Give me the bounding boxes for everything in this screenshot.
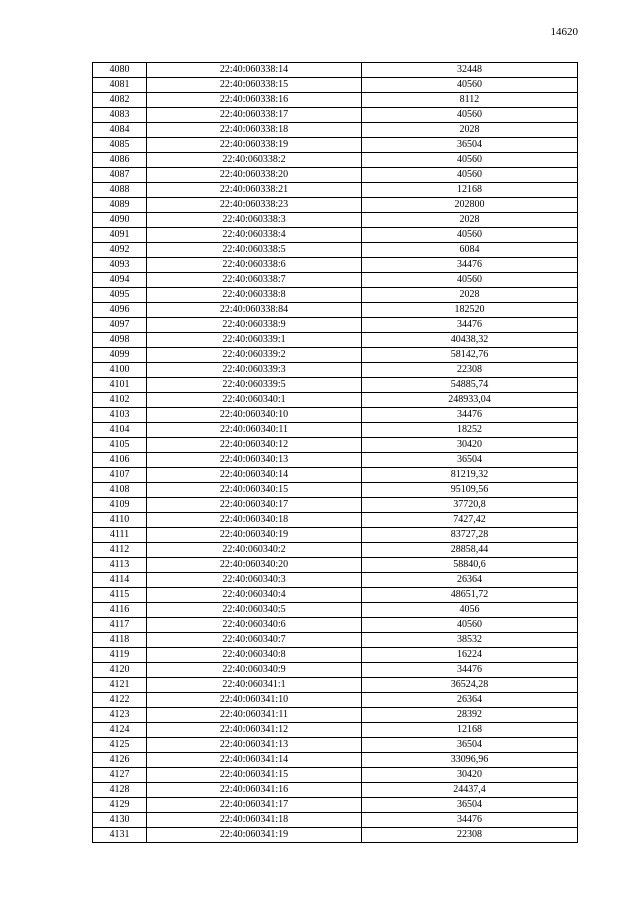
table-row xyxy=(93,678,578,693)
row-number-cell: 4104 xyxy=(93,423,147,438)
cadastral-number-cell: 22:40:060340:13 xyxy=(147,453,362,468)
cadastral-number-cell: 22:40:060340:12 xyxy=(147,438,362,453)
row-number-cell: 4081 xyxy=(93,78,147,93)
value-cell: 40560 xyxy=(362,153,578,168)
cadastral-number-cell: 22:40:060341:12 xyxy=(147,723,362,738)
row-number-cell: 4120 xyxy=(93,663,147,678)
row-number-cell: 4114 xyxy=(93,573,147,588)
row-number-cell: 4116 xyxy=(93,603,147,618)
cadastral-number-cell: 22:40:060341:17 xyxy=(147,798,362,813)
row-number-cell: 4103 xyxy=(93,408,147,423)
cadastral-number-cell: 22:40:060339:2 xyxy=(147,348,362,363)
value-cell: 40560 xyxy=(362,168,578,183)
row-number-cell: 4107 xyxy=(93,468,147,483)
cadastral-number-cell: 22:40:060340:14 xyxy=(147,468,362,483)
cadastral-number-cell: 22:40:060338:19 xyxy=(147,138,362,153)
table-row xyxy=(93,723,578,738)
row-number-cell: 4091 xyxy=(93,228,147,243)
row-number-cell: 4099 xyxy=(93,348,147,363)
row-number-cell: 4089 xyxy=(93,198,147,213)
row-number-cell: 4084 xyxy=(93,123,147,138)
table-row xyxy=(93,693,578,708)
cadastral-number-cell: 22:40:060340:6 xyxy=(147,618,362,633)
table-row xyxy=(93,588,578,603)
row-number-cell: 4122 xyxy=(93,693,147,708)
table-row xyxy=(93,543,578,558)
value-cell: 7427,42 xyxy=(362,513,578,528)
table-row xyxy=(93,423,578,438)
value-cell: 248933,04 xyxy=(362,393,578,408)
table-row xyxy=(93,138,578,153)
table-row xyxy=(93,708,578,723)
value-cell: 34476 xyxy=(362,318,578,333)
table-row xyxy=(93,243,578,258)
cadastral-number-cell: 22:40:060338:8 xyxy=(147,288,362,303)
row-number-cell: 4090 xyxy=(93,213,147,228)
row-number-cell: 4098 xyxy=(93,333,147,348)
table-row xyxy=(93,273,578,288)
row-number-cell: 4130 xyxy=(93,813,147,828)
table-row xyxy=(93,408,578,423)
cadastral-number-cell: 22:40:060340:10 xyxy=(147,408,362,423)
cadastral-number-cell: 22:40:060339:3 xyxy=(147,363,362,378)
table-row xyxy=(93,303,578,318)
table-row xyxy=(93,288,578,303)
value-cell: 48651,72 xyxy=(362,588,578,603)
table-row xyxy=(93,573,578,588)
row-number-cell: 4112 xyxy=(93,543,147,558)
row-number-cell: 4093 xyxy=(93,258,147,273)
row-number-cell: 4083 xyxy=(93,108,147,123)
value-cell: 32448 xyxy=(362,63,578,78)
row-number-cell: 4115 xyxy=(93,588,147,603)
value-cell: 36504 xyxy=(362,138,578,153)
cadastral-number-cell: 22:40:060338:17 xyxy=(147,108,362,123)
value-cell: 36524,28 xyxy=(362,678,578,693)
table-row xyxy=(93,378,578,393)
value-cell: 26364 xyxy=(362,693,578,708)
cadastral-number-cell: 22:40:060341:14 xyxy=(147,753,362,768)
row-number-cell: 4095 xyxy=(93,288,147,303)
row-number-cell: 4119 xyxy=(93,648,147,663)
cadastral-number-cell: 22:40:060338:6 xyxy=(147,258,362,273)
value-cell: 58142,76 xyxy=(362,348,578,363)
value-cell: 36504 xyxy=(362,453,578,468)
cadastral-number-cell: 22:40:060338:16 xyxy=(147,93,362,108)
value-cell: 16224 xyxy=(362,648,578,663)
cadastral-number-cell: 22:40:060338:84 xyxy=(147,303,362,318)
cadastral-number-cell: 22:40:060340:11 xyxy=(147,423,362,438)
table-row xyxy=(93,318,578,333)
table-row xyxy=(93,258,578,273)
cadastral-number-cell: 22:40:060341:18 xyxy=(147,813,362,828)
table-row xyxy=(93,783,578,798)
table-body xyxy=(93,63,578,843)
value-cell: 36504 xyxy=(362,738,578,753)
value-cell: 4056 xyxy=(362,603,578,618)
row-number-cell: 4109 xyxy=(93,498,147,513)
cadastral-number-cell: 22:40:060341:11 xyxy=(147,708,362,723)
value-cell: 28392 xyxy=(362,708,578,723)
row-number-cell: 4131 xyxy=(93,828,147,843)
row-number-cell: 4092 xyxy=(93,243,147,258)
value-cell: 95109,56 xyxy=(362,483,578,498)
table-row xyxy=(93,63,578,78)
table-row xyxy=(93,363,578,378)
table-row xyxy=(93,228,578,243)
cadastral-number-cell: 22:40:060338:9 xyxy=(147,318,362,333)
row-number-cell: 4110 xyxy=(93,513,147,528)
cadastral-number-cell: 22:40:060340:2 xyxy=(147,543,362,558)
row-number-cell: 4100 xyxy=(93,363,147,378)
value-cell: 34476 xyxy=(362,258,578,273)
table-row xyxy=(93,498,578,513)
value-cell: 40560 xyxy=(362,273,578,288)
table-row xyxy=(93,663,578,678)
value-cell: 28858,44 xyxy=(362,543,578,558)
row-number-cell: 4129 xyxy=(93,798,147,813)
cadastral-number-cell: 22:40:060338:7 xyxy=(147,273,362,288)
row-number-cell: 4118 xyxy=(93,633,147,648)
row-number-cell: 4082 xyxy=(93,93,147,108)
value-cell: 6084 xyxy=(362,243,578,258)
table-row xyxy=(93,153,578,168)
cadastral-number-cell: 22:40:060340:18 xyxy=(147,513,362,528)
value-cell: 26364 xyxy=(362,573,578,588)
cadastral-number-cell: 22:40:060338:20 xyxy=(147,168,362,183)
row-number-cell: 4106 xyxy=(93,453,147,468)
cadastral-number-cell: 22:40:060341:10 xyxy=(147,693,362,708)
row-number-cell: 4111 xyxy=(93,528,147,543)
row-number-cell: 4127 xyxy=(93,768,147,783)
cadastral-number-cell: 22:40:060340:9 xyxy=(147,663,362,678)
table-row xyxy=(93,333,578,348)
value-cell: 54885,74 xyxy=(362,378,578,393)
cadastral-number-cell: 22:40:060338:23 xyxy=(147,198,362,213)
value-cell: 34476 xyxy=(362,408,578,423)
value-cell: 8112 xyxy=(362,93,578,108)
cadastral-number-cell: 22:40:060338:4 xyxy=(147,228,362,243)
row-number-cell: 4121 xyxy=(93,678,147,693)
table-row xyxy=(93,528,578,543)
table-row xyxy=(93,753,578,768)
row-number-cell: 4094 xyxy=(93,273,147,288)
row-number-cell: 4117 xyxy=(93,618,147,633)
row-number-cell: 4101 xyxy=(93,378,147,393)
cadastral-number-cell: 22:40:060338:5 xyxy=(147,243,362,258)
table-row xyxy=(93,798,578,813)
cadastral-value-table xyxy=(92,62,578,843)
value-cell: 37720,8 xyxy=(362,498,578,513)
row-number-cell: 4086 xyxy=(93,153,147,168)
cadastral-number-cell: 22:40:060341:16 xyxy=(147,783,362,798)
value-cell: 22308 xyxy=(362,828,578,843)
table-row xyxy=(93,513,578,528)
cadastral-number-cell: 22:40:060341:19 xyxy=(147,828,362,843)
row-number-cell: 4126 xyxy=(93,753,147,768)
cadastral-number-cell: 22:40:060340:8 xyxy=(147,648,362,663)
cadastral-number-cell: 22:40:060338:18 xyxy=(147,123,362,138)
value-cell: 81219,32 xyxy=(362,468,578,483)
table-row xyxy=(93,768,578,783)
table-row xyxy=(93,828,578,843)
value-cell: 2028 xyxy=(362,288,578,303)
value-cell: 2028 xyxy=(362,213,578,228)
row-number-cell: 4128 xyxy=(93,783,147,798)
value-cell: 30420 xyxy=(362,438,578,453)
cadastral-number-cell: 22:40:060338:15 xyxy=(147,78,362,93)
cadastral-number-cell: 22:40:060340:15 xyxy=(147,483,362,498)
table-row xyxy=(93,453,578,468)
cadastral-number-cell: 22:40:060340:1 xyxy=(147,393,362,408)
cadastral-number-cell: 22:40:060340:20 xyxy=(147,558,362,573)
value-cell: 30420 xyxy=(362,768,578,783)
table-row xyxy=(93,438,578,453)
value-cell: 83727,28 xyxy=(362,528,578,543)
table-row xyxy=(93,108,578,123)
table-row xyxy=(93,633,578,648)
cadastral-number-cell: 22:40:060340:5 xyxy=(147,603,362,618)
table-row xyxy=(93,618,578,633)
table-row xyxy=(93,198,578,213)
page-number: 14620 xyxy=(550,26,578,38)
row-number-cell: 4105 xyxy=(93,438,147,453)
table-row xyxy=(93,183,578,198)
value-cell: 36504 xyxy=(362,798,578,813)
table-row xyxy=(93,603,578,618)
row-number-cell: 4108 xyxy=(93,483,147,498)
row-number-cell: 4088 xyxy=(93,183,147,198)
row-number-cell: 4085 xyxy=(93,138,147,153)
value-cell: 58840,6 xyxy=(362,558,578,573)
value-cell: 18252 xyxy=(362,423,578,438)
cadastral-number-cell: 22:40:060341:13 xyxy=(147,738,362,753)
cadastral-number-cell: 22:40:060340:7 xyxy=(147,633,362,648)
cadastral-number-cell: 22:40:060340:3 xyxy=(147,573,362,588)
row-number-cell: 4080 xyxy=(93,63,147,78)
table-row xyxy=(93,348,578,363)
table-row xyxy=(93,468,578,483)
cadastral-number-cell: 22:40:060338:14 xyxy=(147,63,362,78)
value-cell: 40560 xyxy=(362,108,578,123)
value-cell: 12168 xyxy=(362,723,578,738)
cadastral-number-cell: 22:40:060338:21 xyxy=(147,183,362,198)
table-row xyxy=(93,558,578,573)
value-cell: 202800 xyxy=(362,198,578,213)
cadastral-number-cell: 22:40:060339:1 xyxy=(147,333,362,348)
cadastral-number-cell: 22:40:060338:2 xyxy=(147,153,362,168)
row-number-cell: 4113 xyxy=(93,558,147,573)
value-cell: 40560 xyxy=(362,618,578,633)
value-cell: 12168 xyxy=(362,183,578,198)
value-cell: 22308 xyxy=(362,363,578,378)
row-number-cell: 4123 xyxy=(93,708,147,723)
row-number-cell: 4097 xyxy=(93,318,147,333)
cadastral-number-cell: 22:40:060340:17 xyxy=(147,498,362,513)
value-cell: 2028 xyxy=(362,123,578,138)
value-cell: 40560 xyxy=(362,228,578,243)
table-row xyxy=(93,393,578,408)
row-number-cell: 4087 xyxy=(93,168,147,183)
table-row xyxy=(93,213,578,228)
cadastral-number-cell: 22:40:060338:3 xyxy=(147,213,362,228)
value-cell: 34476 xyxy=(362,813,578,828)
table-row xyxy=(93,168,578,183)
row-number-cell: 4102 xyxy=(93,393,147,408)
table-row xyxy=(93,123,578,138)
value-cell: 38532 xyxy=(362,633,578,648)
value-cell: 33096,96 xyxy=(362,753,578,768)
cadastral-number-cell: 22:40:060340:4 xyxy=(147,588,362,603)
value-cell: 182520 xyxy=(362,303,578,318)
table-row xyxy=(93,813,578,828)
table-row xyxy=(93,78,578,93)
table-row xyxy=(93,93,578,108)
row-number-cell: 4125 xyxy=(93,738,147,753)
cadastral-number-cell: 22:40:060341:1 xyxy=(147,678,362,693)
cadastral-number-cell: 22:40:060340:19 xyxy=(147,528,362,543)
value-cell: 34476 xyxy=(362,663,578,678)
row-number-cell: 4124 xyxy=(93,723,147,738)
table-row xyxy=(93,738,578,753)
value-cell: 40438,32 xyxy=(362,333,578,348)
table-row xyxy=(93,648,578,663)
value-cell: 24437,4 xyxy=(362,783,578,798)
table-row xyxy=(93,483,578,498)
row-number-cell: 4096 xyxy=(93,303,147,318)
cadastral-number-cell: 22:40:060339:5 xyxy=(147,378,362,393)
value-cell: 40560 xyxy=(362,78,578,93)
cadastral-number-cell: 22:40:060341:15 xyxy=(147,768,362,783)
